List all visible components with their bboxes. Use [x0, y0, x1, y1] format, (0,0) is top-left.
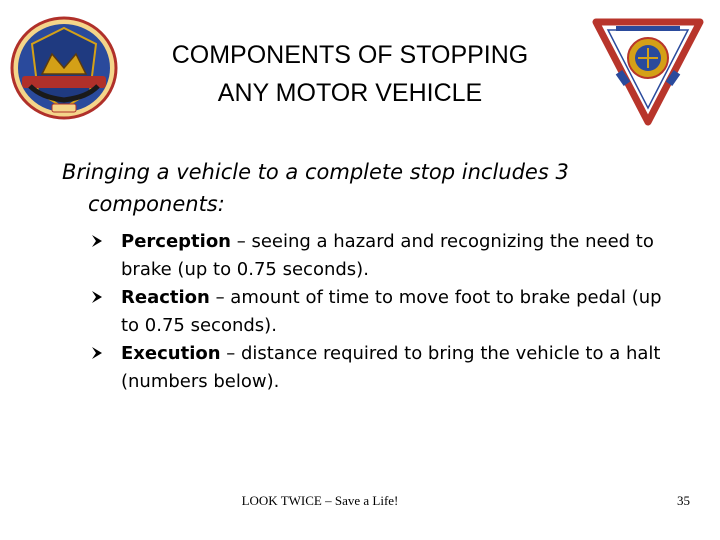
arrow-bullet-icon	[91, 346, 103, 360]
bullet-term: Reaction	[121, 287, 210, 308]
footer-text: LOOK TWICE – Save a Life!	[241, 493, 399, 508]
intro-text: Bringing a vehicle to a complete stop includes 3 components:	[62, 160, 569, 216]
title-line-2: ANY MOTOR VEHICLE	[217, 79, 483, 107]
page-number: 35	[677, 493, 690, 508]
slide-title	[140, 36, 560, 112]
club-emblem-logo	[8, 14, 120, 122]
bullet-item	[106, 228, 666, 284]
bullet-item	[106, 340, 666, 396]
bullet-text: – amount of time to move foot to brake pedal (up to 0.75 seconds).	[121, 287, 662, 336]
bullet-item	[106, 284, 666, 340]
bullet-term: Perception	[121, 231, 231, 252]
bullet-term: Execution	[121, 343, 221, 364]
bullet-text: – seeing a hazard and recognizing the need to brake (up to 0.75 seconds).	[121, 231, 654, 280]
arrow-bullet-icon	[91, 234, 103, 248]
title-line-1: COMPONENTS OF STOPPING	[171, 41, 529, 69]
bullet-text: – distance required to bring the vehicle to a halt (numbers below).	[121, 343, 661, 392]
bullet-list	[106, 228, 666, 396]
triangle-association-logo	[586, 14, 710, 128]
arrow-bullet-icon	[91, 290, 103, 304]
